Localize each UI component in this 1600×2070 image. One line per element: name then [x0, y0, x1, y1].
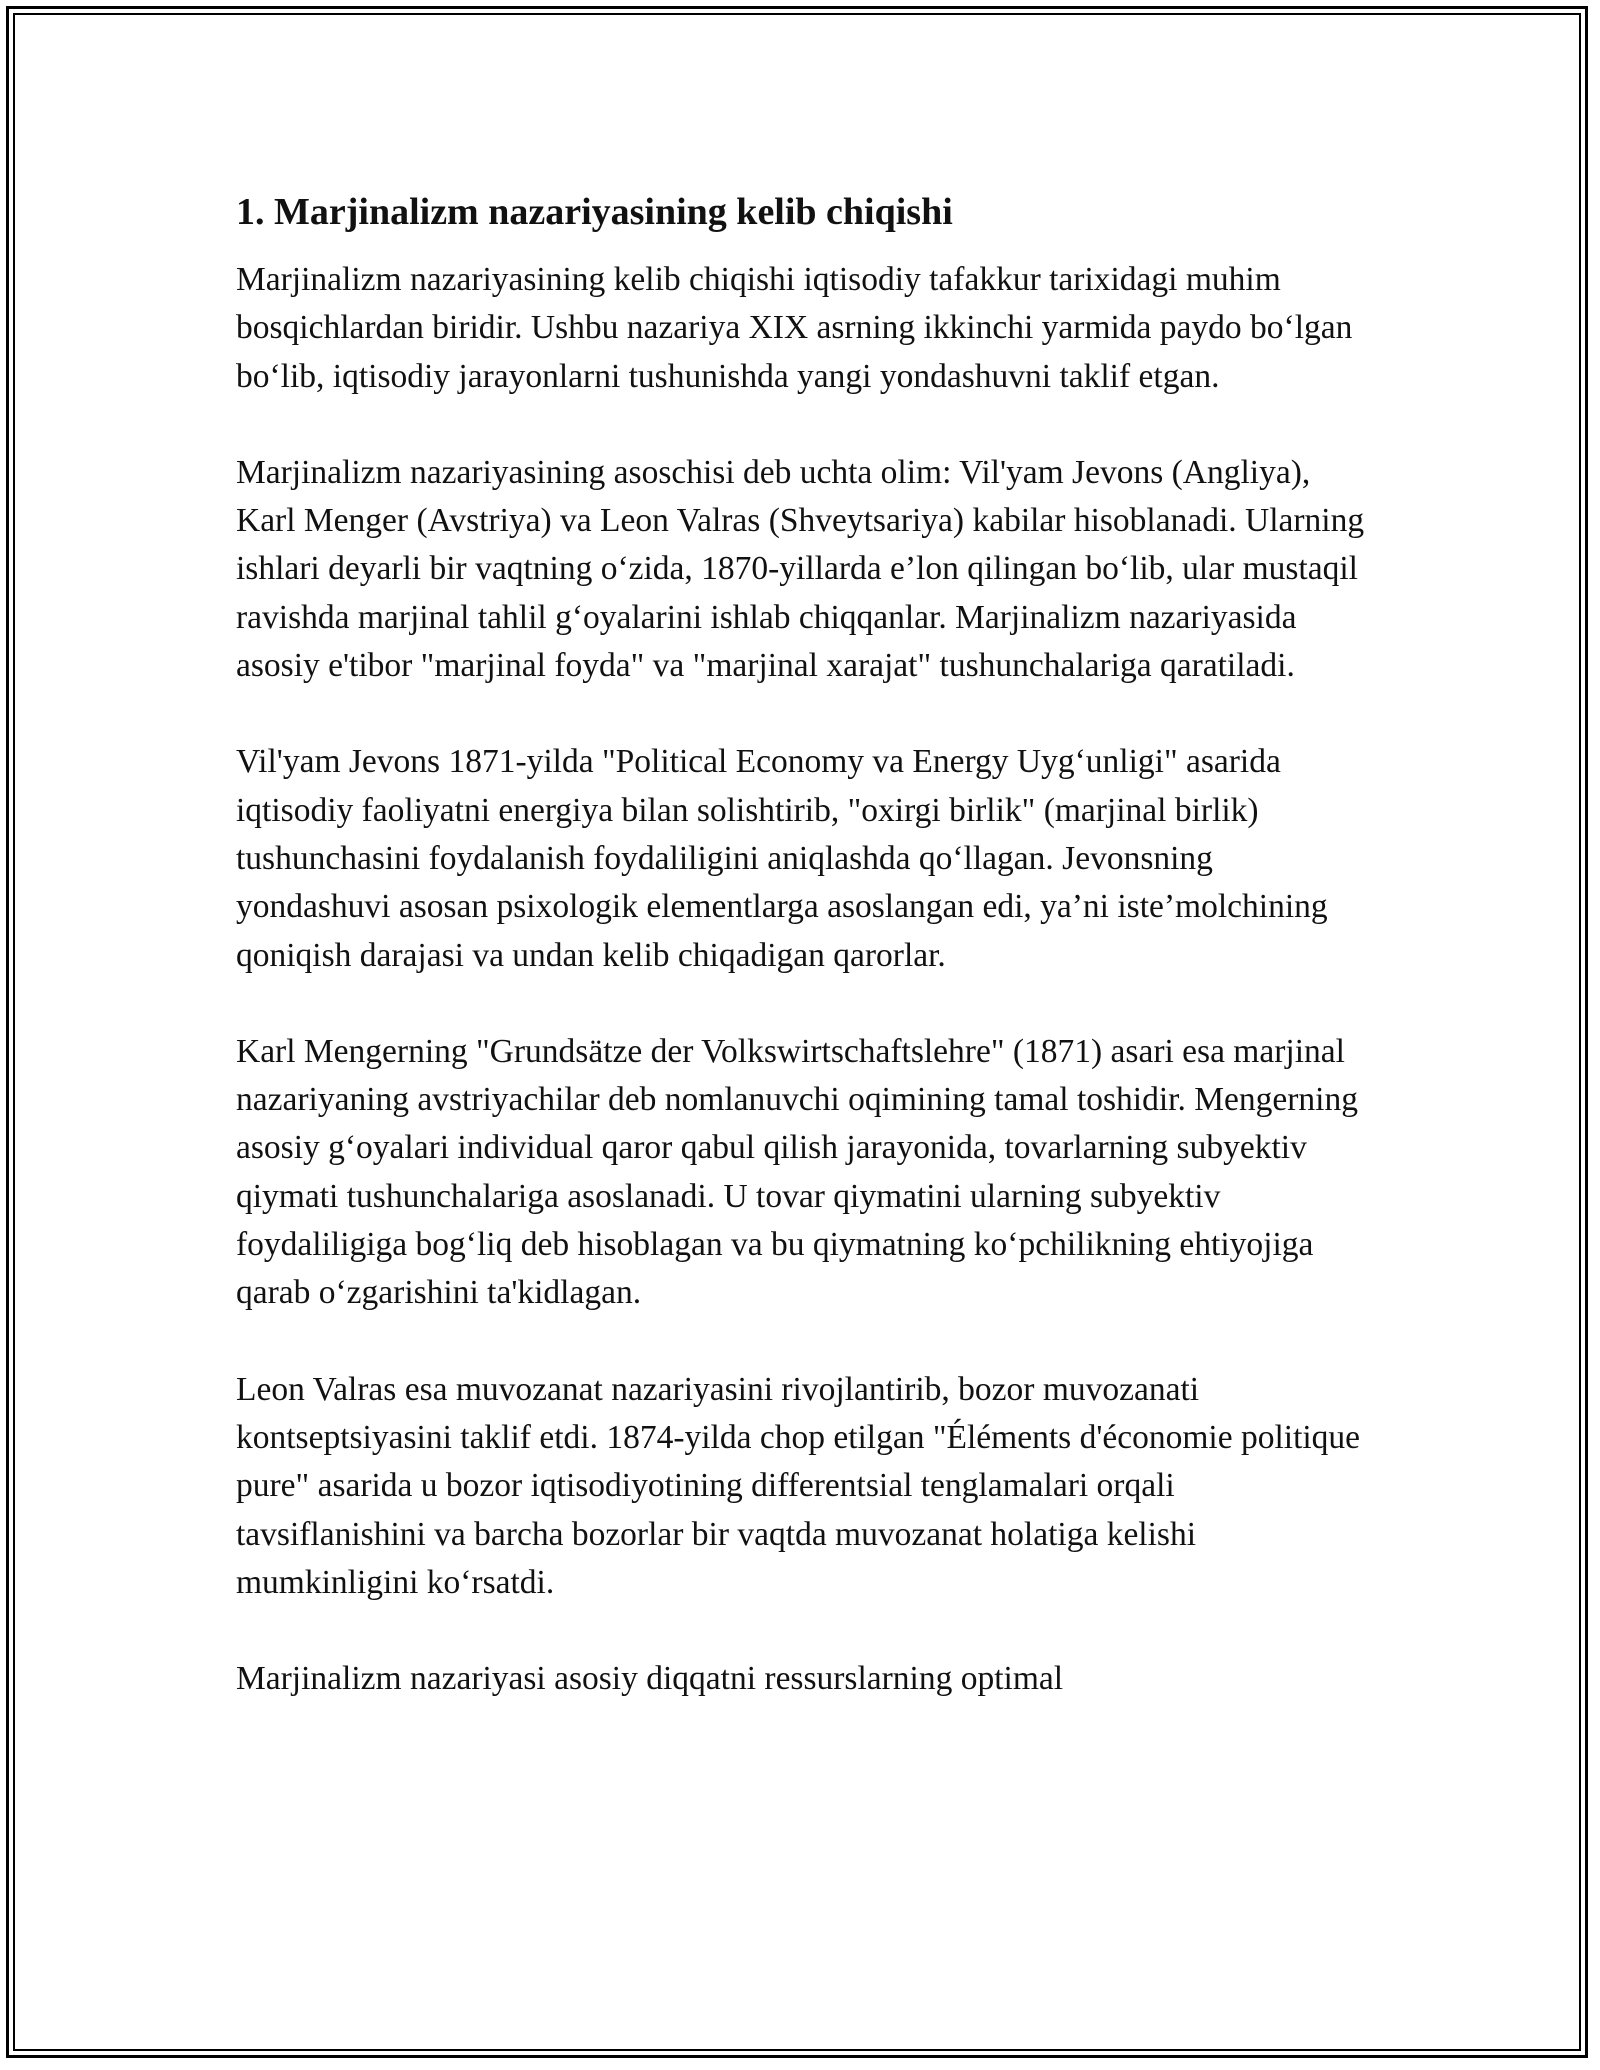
document-body: [236, 188, 1366, 1751]
paragraph-continuation: Marjinalizm nazariyasi asosiy diqqatni ressurslarning optimal: [236, 1660, 1064, 1698]
paragraph-intro: Marjinalizm nazariyasining kelib chiqishi iqtisodiy tafakkur tarixidagi muhim bosqichlardan biridir. Ushbu nazariya XIX asrning ikkinchi yarmida paydo bo‘lgan bo‘lib, iqtisodiy jarayonlarni tushunishda yangi yondashuvni taklif etgan.: [236, 261, 1353, 395]
section-heading: 1. Marjinalizm nazariyasining kelib chiqishi: [236, 191, 953, 233]
paragraph-menger: Karl Mengerning "Grundsätze der Volkswirtschaftslehre" (1871) asari esa marjinal nazariyaning avstriyachilar deb nomlanuvchi oqimining tamal toshidir. Mengerning asosiy g‘oyalari individual qaror qabul qilish jarayonida, tovarlarning subyektiv qiymati tushunchalariga asoslanadi. U tovar qiymatini ularning subyektiv foydaliligiga bog‘liq deb hisoblagan va bu qiymatning ko‘pchilikning ehtiyojiga qarab o‘zgarishini ta'kidlagan.: [236, 1032, 1358, 1312]
paragraph-founders: Marjinalizm nazariyasining asoschisi deb uchta olim: Vil'yam Jevons (Angliya), Karl Menger (Avstriya) va Leon Valras (Shveytsariya) kabilar hisoblanadi. Ularning ishlari deyarli bir vaqtning o‘zida, 1870-yillarda e’lon qilingan bo‘lib, ular mustaqil ravishda marjinal tahlil g‘oyalarini ishlab chiqqanlar. Marjinalizm nazariyasida asosiy e'tibor "marjinal foyda" va "marjinal xarajat" tushunchalariga qaratiladi.: [236, 453, 1365, 685]
paragraph-walras: Leon Valras esa muvozanat nazariyasini rivojlantirib, bozor muvozanati kontseptsiyasini taklif etdi. 1874-yilda chop etilgan "Éléments d'économie politique pure" asarida u bozor iqtisodiyotining differentsial tenglamalari orqali tavsiflanishini va barcha bozorlar bir vaqtda muvozanat holatiga kelishi mumkinligini ko‘rsatdi.: [236, 1370, 1361, 1601]
paragraph-jevons: Vil'yam Jevons 1871-yilda "Political Economy va Energy Uyg‘unligi" asarida iqtisodiy faoliyatni energiya bilan solishtirib, "oxirgi birlik" (marjinal birlik) tushunchasini foydalanish foydaliligini aniqlashda qo‘llagan. Jevonsning yondashuvi asosan psixologik elementlarga asoslangan edi, ya’ni iste’molchining qoniqish darajasi va undan kelib chiqadigan qarorlar.: [236, 743, 1328, 974]
